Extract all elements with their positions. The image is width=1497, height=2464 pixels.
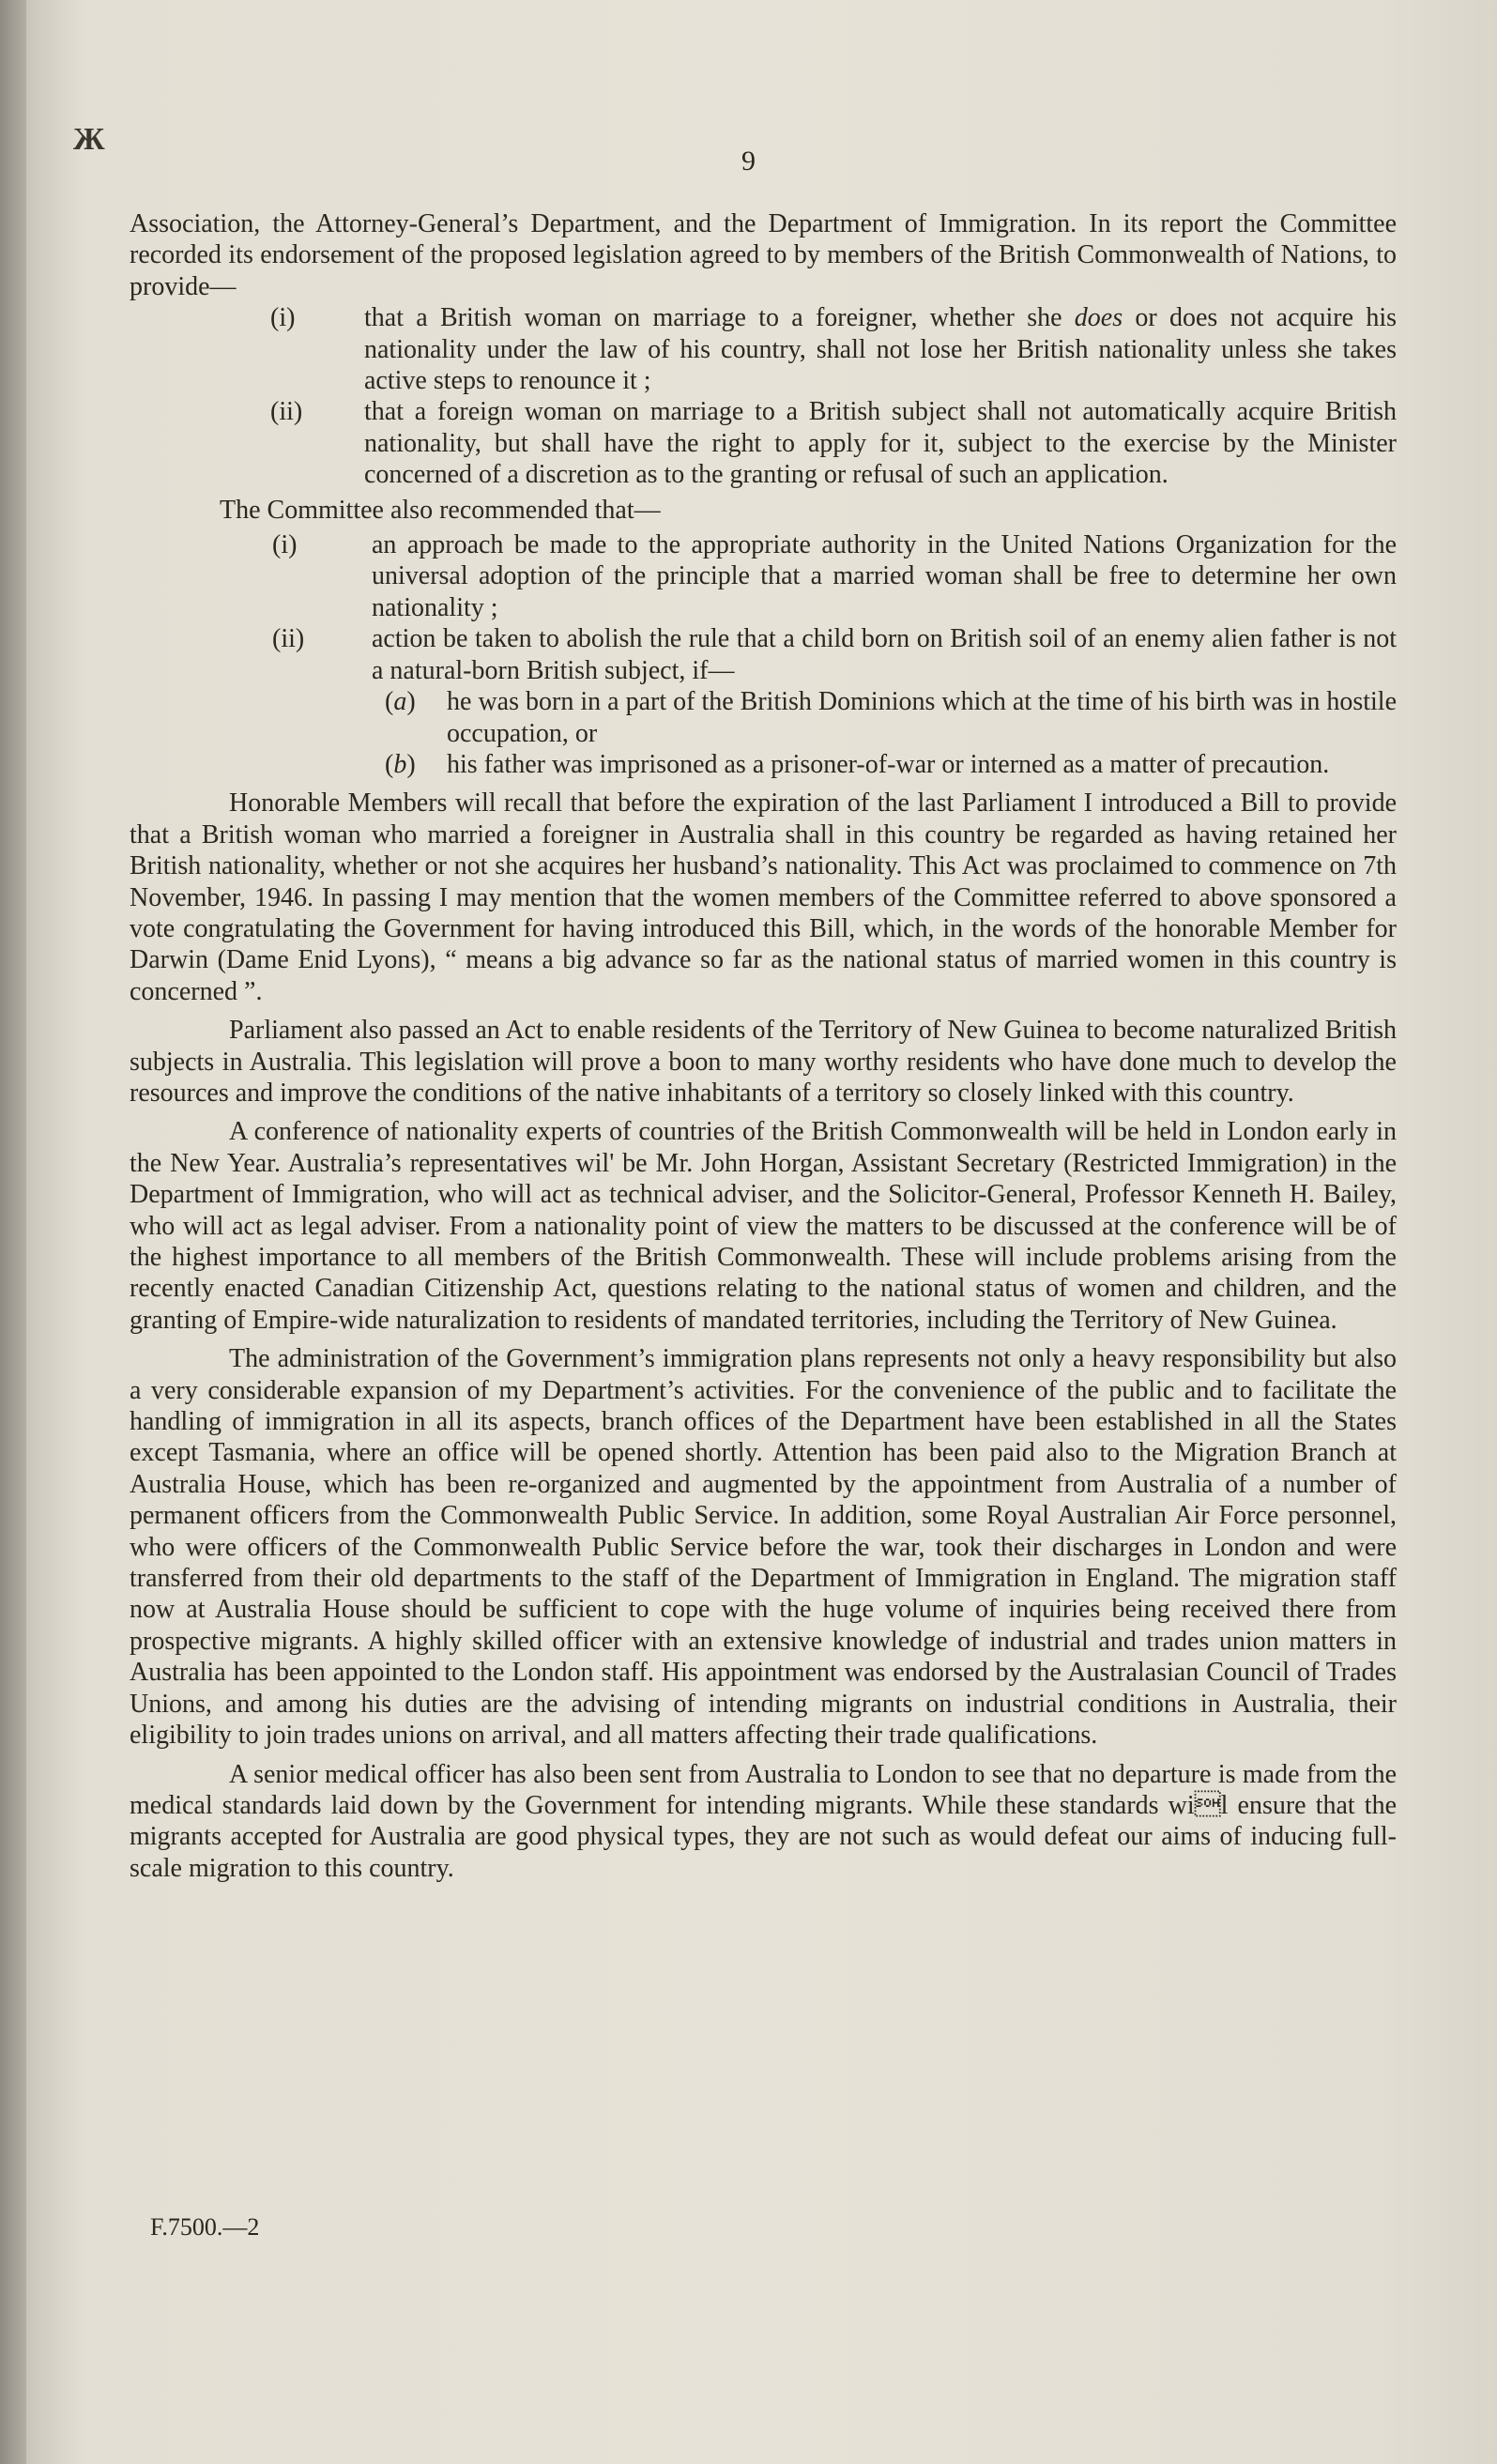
recommendation-list [130,529,1397,780]
sub-list-letter: b [393,749,407,779]
paragraph-1: Association, the Attorney-General’s Department, and the Department of Immigration. In its report the Committee recorded its endorsement of the proposed legislation agreed to by members of the British Commonwealth of Nations, to provide— [130,209,1397,301]
paragraph-2: The Committee also recommended that— [220,495,661,525]
page-number: 9 [741,145,756,176]
paragraph-7: A senior medical officer has also been sent from Australia to London to see that no departure is made from the medical standards laid down by the Government for intending migrants. While these standards wil ensure that the migrants accepted for Australia are good physical types, they are not such as would defeat our aims of inducing full-scale migration to this country. [130,1759,1397,1883]
sub-list-marker: (a) [385,687,416,717]
list-marker: (i) [270,303,296,333]
proposal-list [130,302,1397,490]
print-code: F.7500.—2 [150,2213,260,2241]
list-marker: (ii) [272,624,305,654]
sub-list-marker: (b) [385,749,416,779]
list-item [130,396,1397,490]
document-body [130,208,1397,1884]
emphasis-text: does [1074,303,1123,333]
list-item [130,529,1397,623]
list-text: that a British woman on marriage to a foreigner, whether she [364,303,1075,333]
list-text: an approach be made to the appropriate authority in the United Nations Organization for the universal adoption of the principle that a married woman shall be free to determine her own nationality ; [372,530,1397,622]
paragraph-4: Parliament also passed an Act to enable residents of the Territory of New Guinea to become naturalized British subjects in Australia. This legislation will prove a boon to many worthy residents who have done much to develop the resources and improve the conditions of the native inhabitants of a territory so closely linked with this country. [130,1016,1397,1108]
paragraph-3: Honorable Members will recall that before the expiration of the last Parliament I introduced a Bill to provide that a British woman who married a foreigner in Australia shall in this country be regarded as having retained her British nationality, whether or not she acquires her husband’s nationality. This Act was proclaimed to commence on 7th November, 1946. In passing I may mention that the women members of the Committee referred to above sponsored a vote congratulating the Government for having introduced this Bill, which, in the words of the honorable Member for Darwin (Dame Enid Lyons), “ means a big advance so far as the national status of married women in this country is concerned ”. [130,788,1397,1006]
margin-mark: Ж [73,122,105,157]
list-item [130,302,1397,396]
sub-list-item [130,686,1397,749]
sub-list-text: he was born in a part of the British Dominions which at the time of his birth was in hostile occupation, or [447,687,1397,748]
list-marker: (i) [272,530,298,560]
sub-list-text: his father was imprisoned as a prisoner-of-war or interned as a matter of precaution. [447,749,1330,779]
paragraph-5: A conference of nationality experts of countries of the British Commonwealth will be held in London early in the New Year. Australia’s representatives wil' be Mr. John Horgan, Assistant Secretary (Restricted Immigration) in the Department of Immigration, who will act as technical adviser, and the Solicitor-General, Professor Kenneth H. Bailey, who will act as legal adviser. From a nationality point of view the matters to be discussed at the conference will be of the highest importance to all members of the British Commonwealth. These will include problems arising from the recently enacted Canadian Citizenship Act, questions relating to the national status of women and children, and the granting of Empire-wide naturalization to residents of mandated territories, including the Territory of New Guinea. [130,1117,1397,1335]
list-item [130,623,1397,686]
list-marker: (ii) [270,397,303,427]
sub-list-item [130,749,1397,780]
page-binding-edge [0,0,26,2464]
list-text: action be taken to abolish the rule that a child born on British soil of an enemy alien father is not a natural-born British subject, if— [372,624,1397,685]
paragraph-6: The administration of the Government’s immigration plans represents not only a heavy responsibility but also a very considerable expansion of my Department’s activities. For the convenience of the public and to facilitate the handling of immigration in all its aspects, branch offices of the Department have been established in all the States except Tasmania, where an office will be opened shortly. Attention has been paid also to the Migration Branch at Australia House, which has been re-organized and augmented by the appointment from Australia of a number of permanent officers from the Commonwealth Public Service. In addition, some Royal Australian Air Force personnel, who were officers of the Commonwealth Public Service before the war, took their discharges in London and were transferred from their old departments to the staff of the Department of Immigration in England. The migration staff now at Australia House should be sufficient to cope with the huge volume of inquiries being received there from prospective migrants. A highly skilled officer with an extensive knowledge of industrial and trades union matters in Australia has been appointed to the London staff. His appointment was endorsed by the Australasian Council of Trades Unions, and among his duties are the advising of intending migrants on industrial conditions in Australia, their eligibility to join trades unions on arrival, and all matters affecting their trade qualifications. [130,1344,1397,1751]
list-text: or does not acquire his nationality under the law of his country, shall not lose her British nationality unless she takes active steps to renounce it ; [364,303,1397,396]
sub-list-letter: a [393,687,407,717]
list-text: that a foreign woman on marriage to a British subject shall not automatically acquire British nationality, but shall have the right to apply for it, subject to the exercise by the Minister concerned of a discretion as to the granting or refusal of such an application. [364,397,1397,490]
